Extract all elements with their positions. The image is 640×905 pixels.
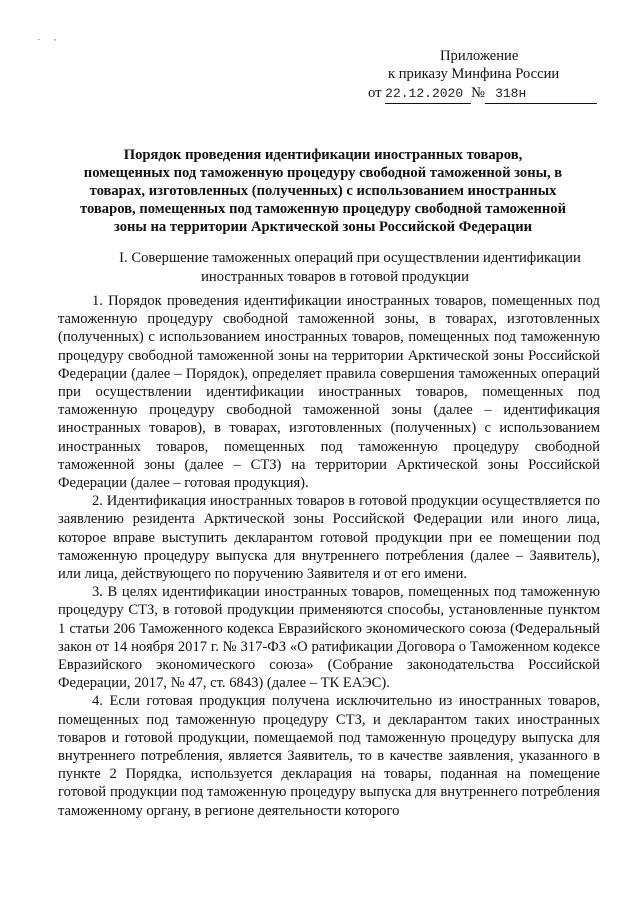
- title-line: зоны на территории Арктической зоны Российской Федерации: [113, 219, 533, 235]
- paragraph-2: 2. Идентификация иностранных товаров в готовой продукции осуществляется по заявлению резидента Арктической зоны Российской Федерации или иного лица, которое вправе выступить декларантом готовой продукции при ее помещении под таможенную процедуру выпуска для внутреннего потребления (далее – Заявитель), или лица, действующего по поручению Заявителя и от его имени.: [58, 493, 600, 583]
- title-line: товаров, помещенных под таможенную процедуру свободной таможенной: [80, 201, 566, 217]
- title-line: Порядок проведения идентификации иностранных товаров,: [123, 147, 523, 163]
- document-body: [58, 292, 600, 820]
- title-line: товарах, изготовленных (полученных) с использованием иностранных: [89, 183, 557, 199]
- section-heading-line: иностранных товаров в готовой продукции: [201, 268, 469, 285]
- section-heading-line: I. Совершение таможенных операций при осуществлении идентификации: [119, 250, 581, 266]
- document-title: [58, 146, 588, 236]
- order-number: 318н: [485, 85, 597, 104]
- corner-mark: . ,: [38, 33, 62, 42]
- paragraph-4: 4. Если готовая продукция получена исключительно из иностранных товаров, помещенных под таможенную процедуру СТЗ, и декларантом таких иностранных товаров и готовой продукции, помещаемой под таможенную процедуру выпуска для внутреннего потребления, является Заявитель, то в качестве заявления, указанного в пункте 2 Порядка, используется декларация на товары, поданная на помещение готовой продукции под таможенную процедуру выпуска для внутреннего потребления таможенному органу, в регионе деятельности которого: [58, 693, 600, 819]
- paragraph-3: 3. В целях идентификации иностранных товаров, помещенных под таможенную процедуру СТЗ, в готовой продукции применяются способы, установленные пунктом 1 статьи 206 Таможенного кодекса Евразийского экономического союза (Федеральный закон от 14 ноября 2017 г. № 317-ФЗ «О ратификации Договора о Таможенном кодексе Евразийского экономического союза» (Собрание законодательства Российской Федерации, 2017, № 47, ст. 6843) (далее – ТК ЕАЭС).: [58, 584, 600, 692]
- section-heading: [80, 249, 590, 286]
- order-line: [368, 84, 608, 104]
- appendix-block: [368, 47, 608, 104]
- appendix-order-ref: к приказу Минфина России: [388, 66, 560, 82]
- order-number-sign: №: [471, 85, 486, 101]
- title-line: помещенных под таможенную процедуру свободной таможенной зоны, в: [83, 165, 563, 181]
- appendix-label: Приложение: [440, 48, 519, 64]
- order-prefix: от: [368, 85, 382, 101]
- paragraph-1: 1. Порядок проведения идентификации иностранных товаров, помещенных под таможенную процедуру свободной таможенной зоны, в товарах, изготовленных (полученных) с использованием иностранных товаров, помещенных под таможенную процедуру свободной таможенной зоны на территории Арктической зоны Российской Федерации (далее – Порядок), определяет правила совершения таможенных операций при осуществлении идентификации иностранных товаров, помещенных под таможенную процедуру свободной таможенной зоны (далее – идентификация иностранных товаров), в товарах, изготовленных (полученных) с использованием иностранных товаров, помещенных под таможенную процедуру свободной таможенной зоны (далее – СТЗ) на территории Арктической зоны Российской Федерации (далее – готовая продукция).: [58, 293, 600, 492]
- order-date: 22.12.2020: [385, 85, 471, 104]
